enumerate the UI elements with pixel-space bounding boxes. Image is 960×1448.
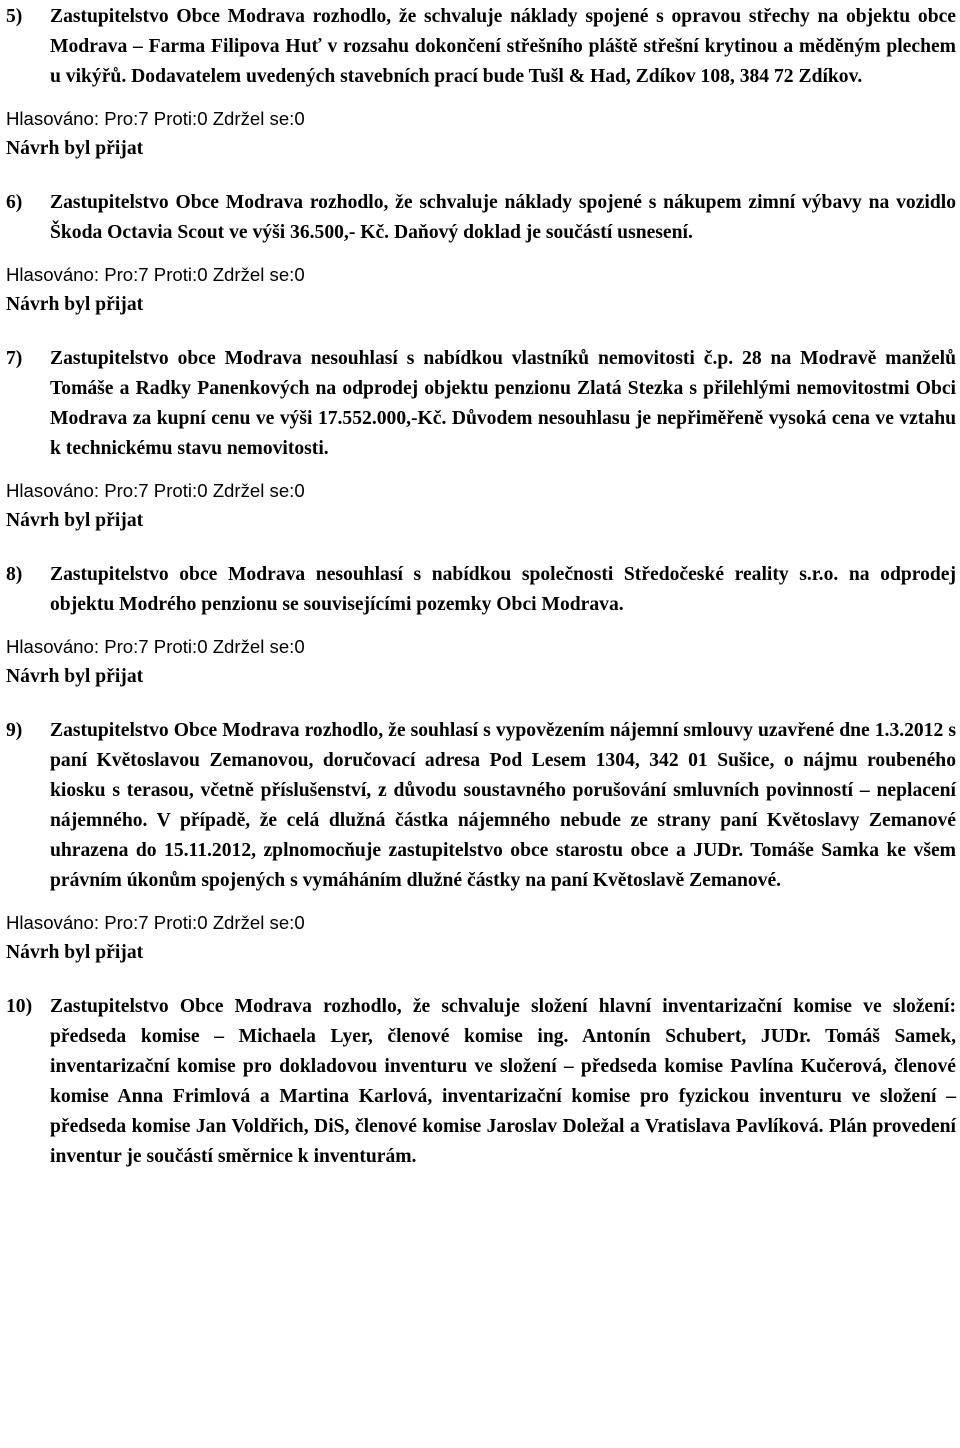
resolution-8 — [6, 560, 956, 692]
resolution-text: Zastupitelstvo Obce Modrava rozhodlo, že schvaluje náklady spojené s nákupem zimní výbavy na vozidlo Škoda Octavia Scout ve výši 36.500,- Kč. Daňový doklad je součástí usnesení. — [50, 192, 956, 243]
resolution-text: Zastupitelstvo Obce Modrava rozhodlo, že souhlasí s vypovězením nájemní smlouvy uzavřené dne 1.3.2012 s paní Květoslavou Zemanovou, doručovací adresa Pod Lesem 1304, 342 01 Sušice, o nájmu roubeného kiosku s terasou, včetně příslušenství, z důvodu soustavného porušování smluvních povinností – neplacení nájemného. V případě, že celá dlužná částka nájemného nebude ze strany paní Květoslavy Zemanové uhrazena do 15.11.2012, zplnomocňuje zastupitelstvo obce starostu obce a JUDr. Tomáše Samka ke všem právním úkonům spojených s vymáháním dlužné částky na paní Květoslavě Zemanové. — [50, 720, 956, 891]
resolution-text: Zastupitelstvo obce Modrava nesouhlasí s nabídkou vlastníků nemovitosti č.p. 28 na Modravě manželů Tomáše a Radky Panenkových na odprodej objektu penzionu Zlatá Stezka s přilehlými nemovitostmi Obci Modrava za kupní cenu ve výši 17.552.000,-Kč. Důvodem nesouhlasu je nepřiměřeně vysoká cena ve vztahu k technickému stavu nemovitosti. — [50, 348, 956, 459]
resolution-number: 10) — [6, 996, 33, 1017]
section-spacer — [6, 164, 956, 188]
vote-result: Hlasováno: Pro:7 Proti:0 Zdržel se:0 — [6, 636, 305, 657]
resolution-6 — [6, 188, 956, 320]
resolution-number: 5) — [6, 6, 23, 27]
resolution-number: 7) — [6, 348, 23, 369]
resolution-outcome: Návrh byl přijat — [6, 666, 144, 687]
resolution-outcome: Návrh byl přijat — [6, 942, 144, 963]
section-spacer — [6, 320, 956, 344]
resolution-7 — [6, 344, 956, 536]
resolution-number: 6) — [6, 192, 23, 213]
vote-result: Hlasováno: Pro:7 Proti:0 Zdržel se:0 — [6, 108, 305, 129]
resolution-text: Zastupitelstvo Obce Modrava rozhodlo, že schvaluje náklady spojené s opravou střechy na objektu obce Modrava – Farma Filipova Huť v rozsahu dokončení střešního pláště střešní krytinou a měděným plechem u vikýřů. Dodavatelem uvedených stavebních prací bude Tušl & Had, Zdíkov 108, 384 72 Zdíkov. — [50, 6, 956, 87]
resolution-outcome: Návrh byl přijat — [6, 138, 144, 159]
resolution-9 — [6, 716, 956, 968]
section-spacer — [6, 536, 956, 560]
resolution-text: Zastupitelstvo obce Modrava nesouhlasí s nabídkou společnosti Středočeské reality s.r.o. na odprodej objektu Modrého penzionu se souvisejícími pozemky Obci Modrava. — [50, 564, 956, 615]
resolution-number: 9) — [6, 720, 23, 741]
resolution-outcome: Návrh byl přijat — [6, 294, 144, 315]
vote-result: Hlasováno: Pro:7 Proti:0 Zdržel se:0 — [6, 480, 305, 501]
section-spacer — [6, 692, 956, 716]
vote-result: Hlasováno: Pro:7 Proti:0 Zdržel se:0 — [6, 264, 305, 285]
vote-result: Hlasováno: Pro:7 Proti:0 Zdržel se:0 — [6, 912, 305, 933]
resolution-10 — [6, 992, 956, 1172]
section-spacer — [6, 968, 956, 992]
resolution-outcome: Návrh byl přijat — [6, 510, 144, 531]
resolution-5 — [6, 2, 956, 164]
resolution-number: 8) — [6, 564, 23, 585]
resolution-text: Zastupitelstvo Obce Modrava rozhodlo, že schvaluje složení hlavní inventarizační komise ve složení: předseda komise – Michaela Lyer, členové komise ing. Antonín Schubert, JUDr. Tomáš Samek, inventarizační komise pro dokladovou inventuru ve složení – předseda komise Pavlína Kučerová, členové komise Anna Frimlová a Martina Karlová, inventarizační komise pro fyzickou inventuru ve složení – předseda komise Jan Voldřich, DiS, členové komise Jaroslav Doležal a Vratislava Pavlíková. Plán provedení inventur je součástí směrnice k inventurám. — [50, 996, 956, 1167]
